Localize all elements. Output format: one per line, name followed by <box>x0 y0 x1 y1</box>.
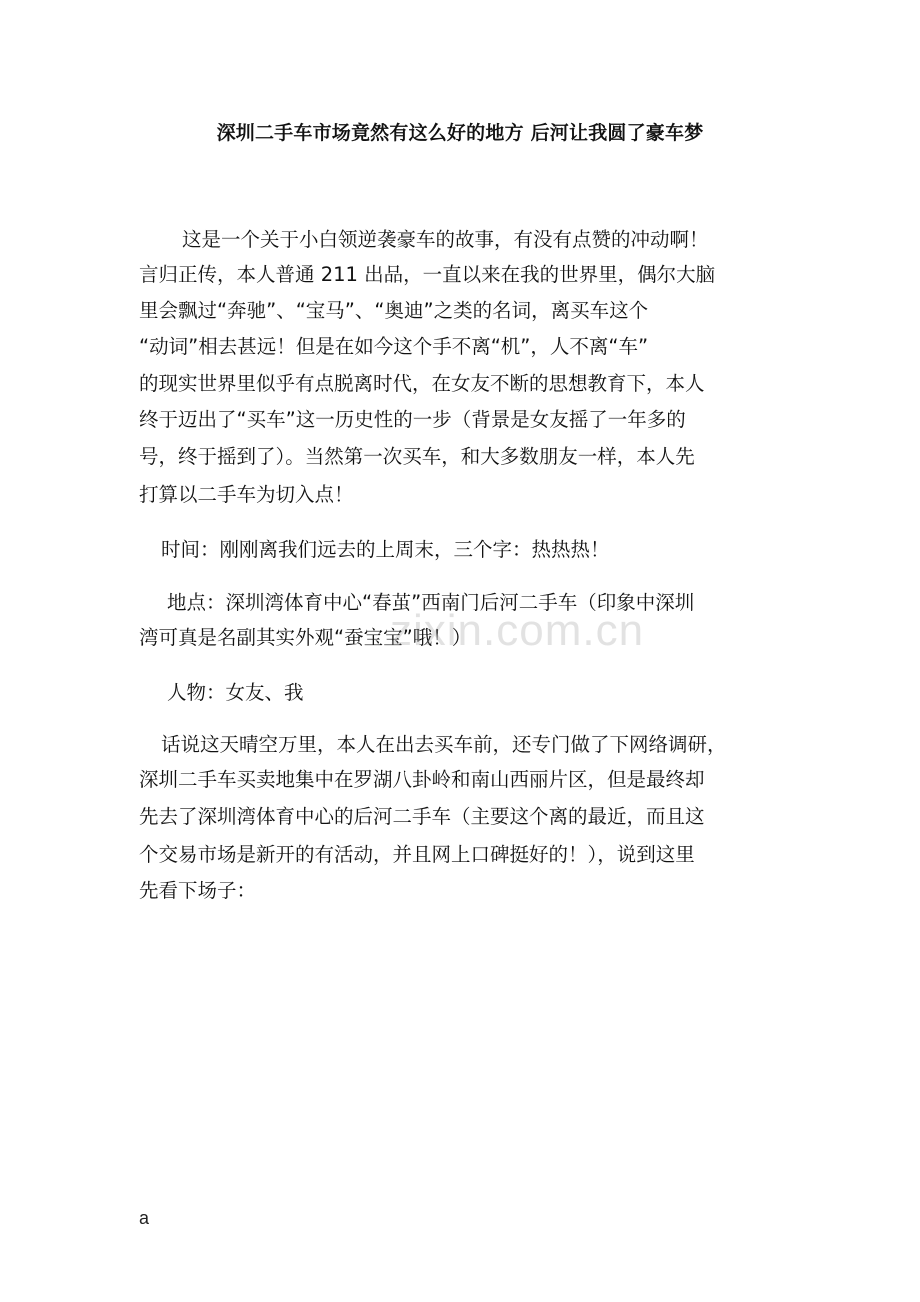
paragraph-line: 这是一个关于小白领逆袭豪车的故事，有没有点赞的冲动啊！ <box>182 228 709 251</box>
paragraph-line: 的现实世界里似乎有点脱离时代，在女友不断的思想教育下，本人 <box>139 372 705 395</box>
paragraph-line: 打算以二手车为切入点！ <box>139 483 354 506</box>
paragraph-line: 先看下场子： <box>139 879 257 902</box>
paragraph-line: 终于迈出了“买车”这一历史性的一步（背景是女友摇了一年多的 <box>139 408 686 431</box>
paragraph-line: 人物：女友、我 <box>167 681 304 704</box>
paragraph-line: 言归正传，本人普通 211 出品，一直以来在我的世界里，偶尔大脑 <box>139 263 716 286</box>
paragraph-line: 先去了深圳湾体育中心的后河二手车（主要这个离的最近，而且这 <box>139 805 705 828</box>
paragraph-line: 深圳二手车买卖地集中在罗湖八卦岭和南山西丽片区，但是最终却 <box>139 768 705 791</box>
paragraph-line: 号，终于摇到了）。当然第一次买车，和大多数朋友一样，本人先 <box>139 445 695 468</box>
paragraph-line: 时间：刚刚离我们远去的上周末，三个字：热热热！ <box>161 538 610 561</box>
paragraph-line: 话说这天晴空万里，本人在出去买车前，还专门做了下网络调研， <box>161 733 727 756</box>
watermark: zixin.com.cn <box>390 606 645 655</box>
paragraph-line: 里会飘过“奔驰”、“宝马”、“奥迪”之类的名词，离买车这个 <box>139 299 649 322</box>
footer-text: a <box>139 1208 150 1228</box>
paragraph-line: 个交易市场是新开的有活动，并且网上口碑挺好的！），说到这里 <box>139 843 695 866</box>
paragraph-line: “动词”相去甚远！但是在如今这个手不离“机”，人不离“车” <box>139 335 649 358</box>
paragraph-line: 湾可真是名副其实外观“蚕宝宝”哦！） <box>139 626 472 649</box>
document-title: 深圳二手车市场竟然有这么好的地方 后河让我圆了豪车梦 <box>216 122 704 144</box>
paragraph-line: 地点：深圳湾体育中心“春茧”西南门后河二手车（印象中深圳 <box>167 591 695 614</box>
